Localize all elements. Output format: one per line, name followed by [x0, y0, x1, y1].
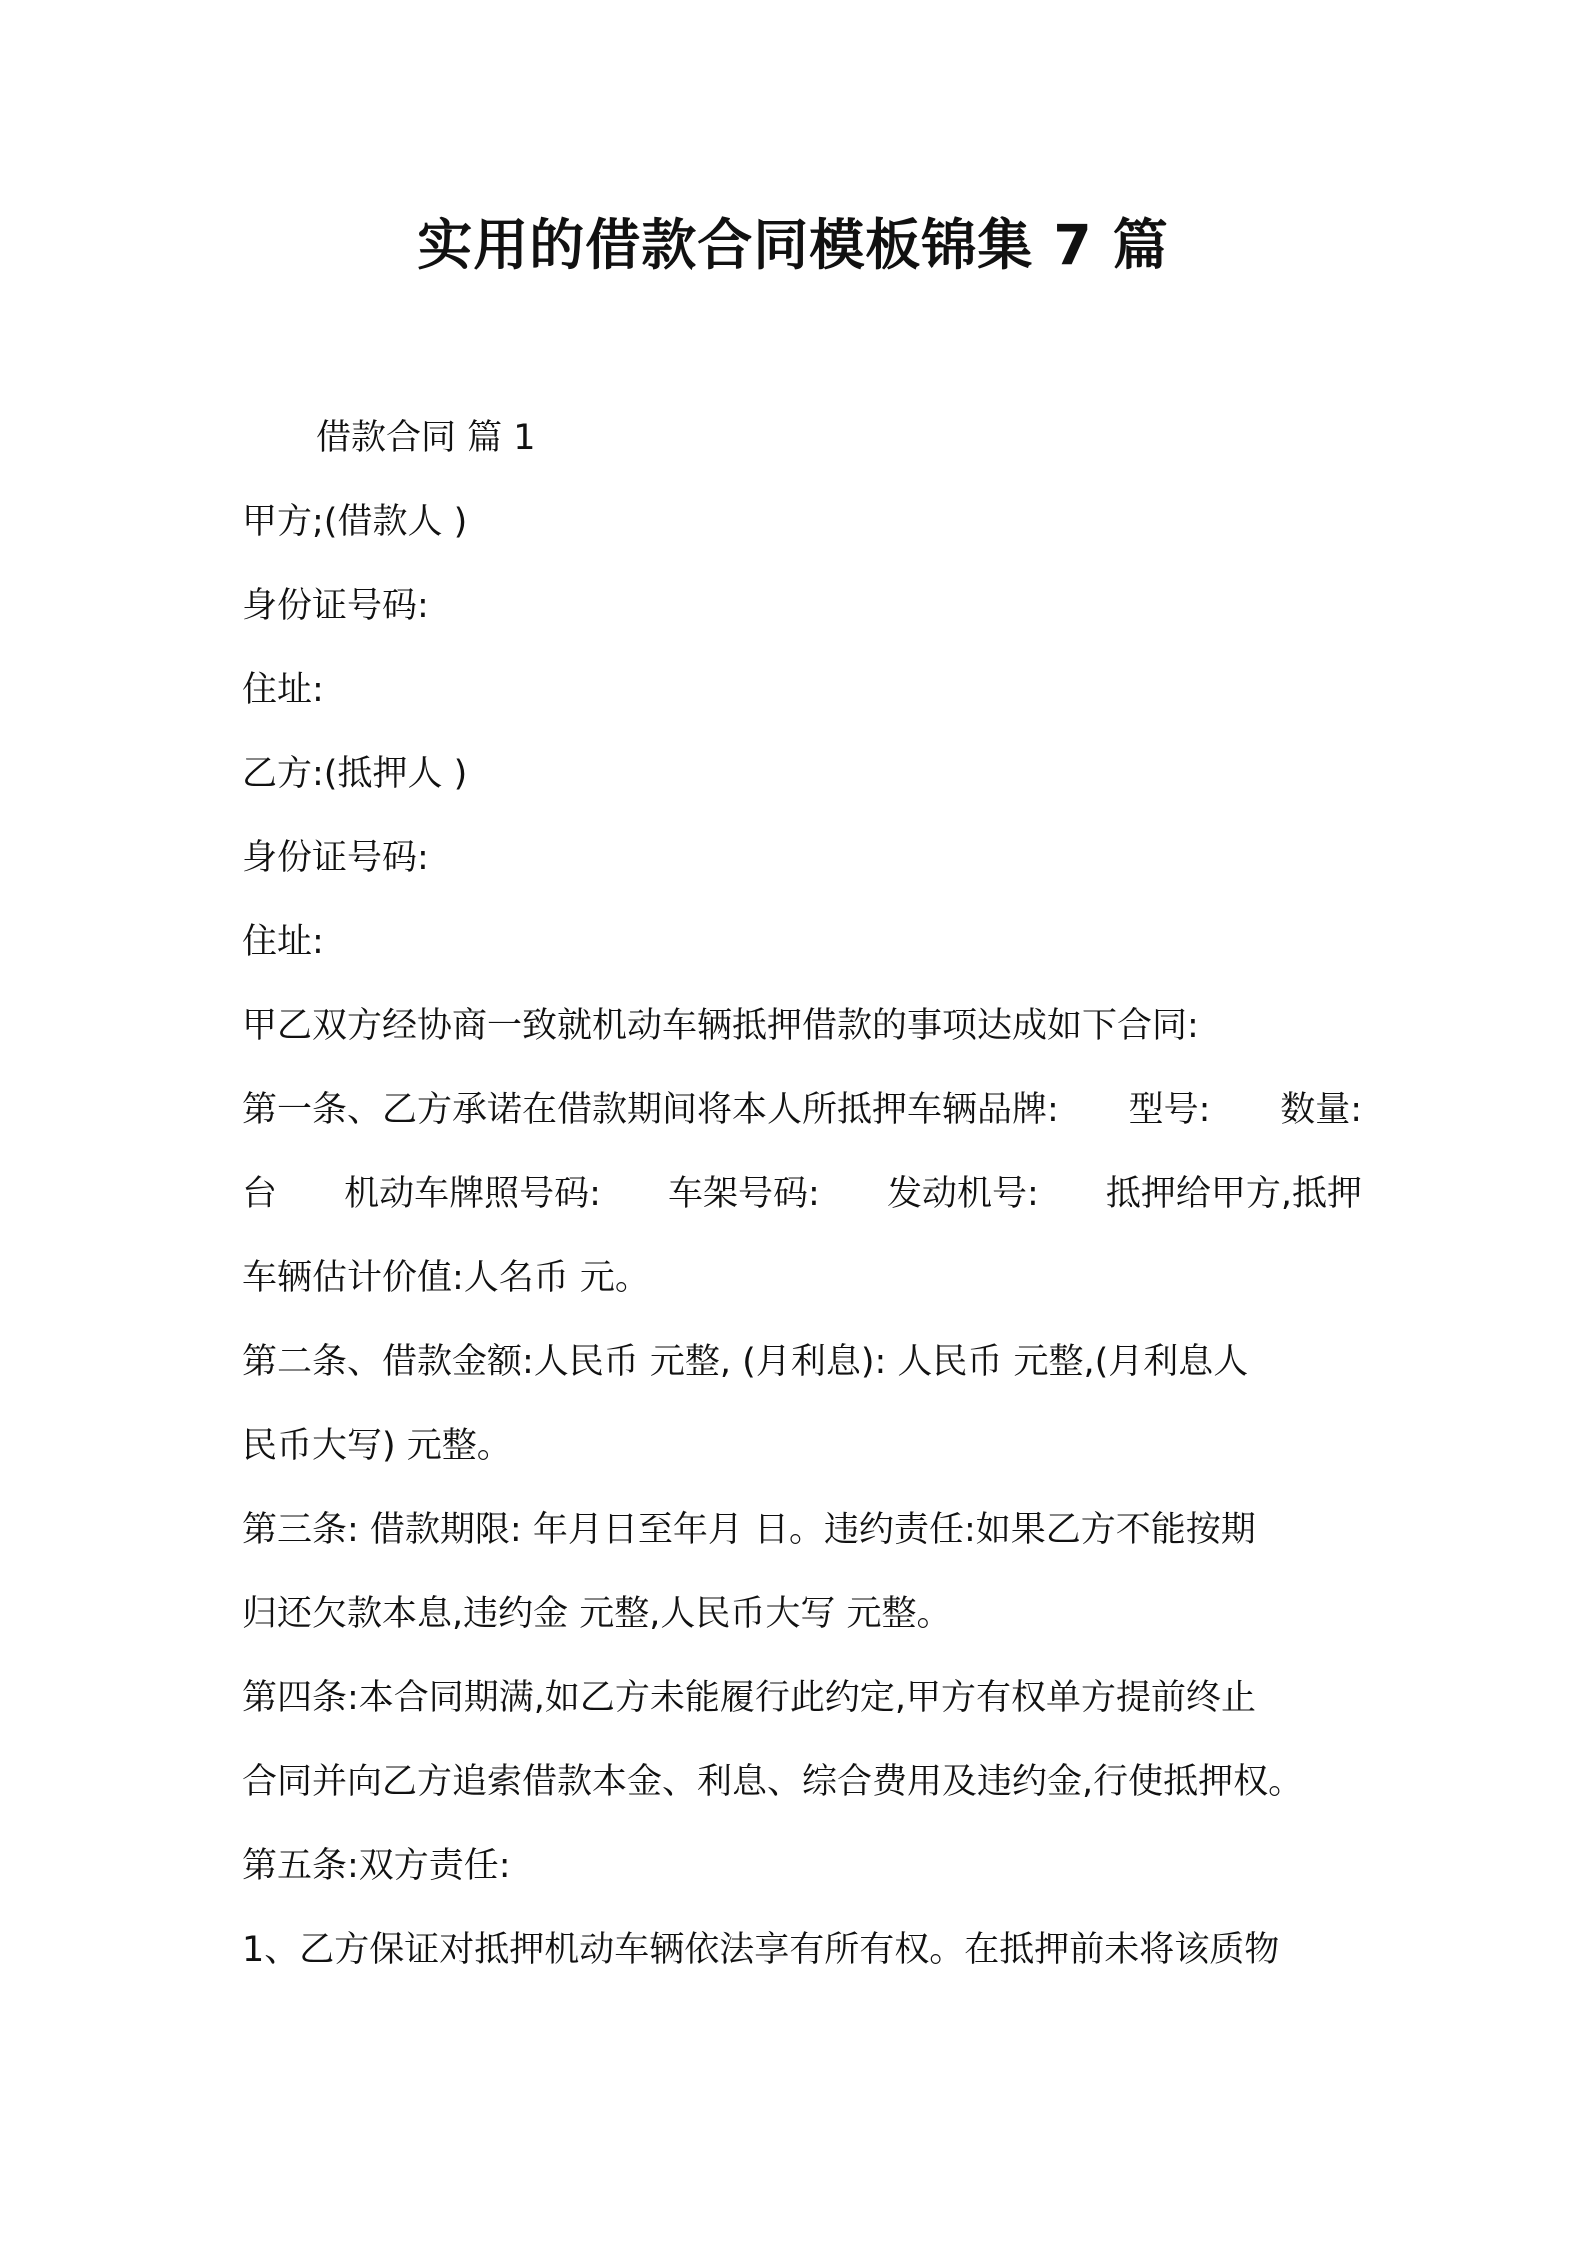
article-1-line-3: 车辆估计价值:人名币 元。 — [242, 1258, 650, 1298]
party-b-address-line: 住址: — [242, 922, 324, 962]
intro-paragraph: 甲乙双方经协商一致就机动车辆抵押借款的事项达成如下合同: — [242, 1006, 1199, 1046]
article-2-line-1: 第二条、借款金额:人民币 元整, (月利息): 人民币 元整,(月利息人 — [242, 1342, 1249, 1382]
party-a-address-line: 住址: — [242, 670, 324, 710]
article-2-line-2: 民币大写) 元整。 — [242, 1426, 512, 1466]
article-4-line-1: 第四条:本合同期满,如乙方未能履行此约定,甲方有权单方提前终止 — [242, 1678, 1257, 1718]
article-1-model-label: 型号: — [1128, 1090, 1211, 1130]
party-b-line: 乙方:(抵押人 ) — [242, 754, 468, 794]
party-a-id-line: 身份证号码: — [242, 586, 429, 626]
document-title: 实用的借款合同模板锦集 7 篇 — [417, 213, 1169, 277]
document-body — [242, 396, 1362, 1992]
article-1-engine-label: 发动机号: — [886, 1174, 1039, 1214]
party-a-line: 甲方;(借款人 ) — [242, 502, 468, 542]
article-1-pledge-text: 抵押给甲方,抵押 — [1105, 1174, 1362, 1214]
article-1-line-1 — [242, 1068, 1362, 1152]
article-1-quantity-label: 数量: — [1280, 1090, 1362, 1130]
article-3-line-1: 第三条: 借款期限: 年月日至年月 日。违约责任:如果乙方不能按期 — [242, 1510, 1256, 1550]
article-5-item-1: 1、乙方保证对抵押机动车辆依法享有所有权。在抵押前未将该质物 — [242, 1930, 1280, 1970]
article-5-heading: 第五条:双方责任: — [242, 1846, 511, 1886]
article-1-line-2 — [242, 1152, 1362, 1236]
article-1-frame-label: 车架号码: — [668, 1174, 820, 1214]
article-1-text: 第一条、乙方承诺在借款期间将本人所抵押车辆品牌: — [242, 1090, 1059, 1130]
article-1-unit: 台 — [242, 1174, 278, 1214]
article-1-plate-label: 机动车牌照号码: — [344, 1174, 601, 1214]
article-3-line-2: 归还欠款本息,违约金 元整,人民币大写 元整。 — [242, 1594, 952, 1634]
section-heading: 借款合同 篇 1 — [316, 418, 536, 458]
party-b-id-line: 身份证号码: — [242, 838, 429, 878]
article-4-line-2: 合同并向乙方追索借款本金、利息、综合费用及违约金,行使抵押权。 — [242, 1762, 1304, 1802]
